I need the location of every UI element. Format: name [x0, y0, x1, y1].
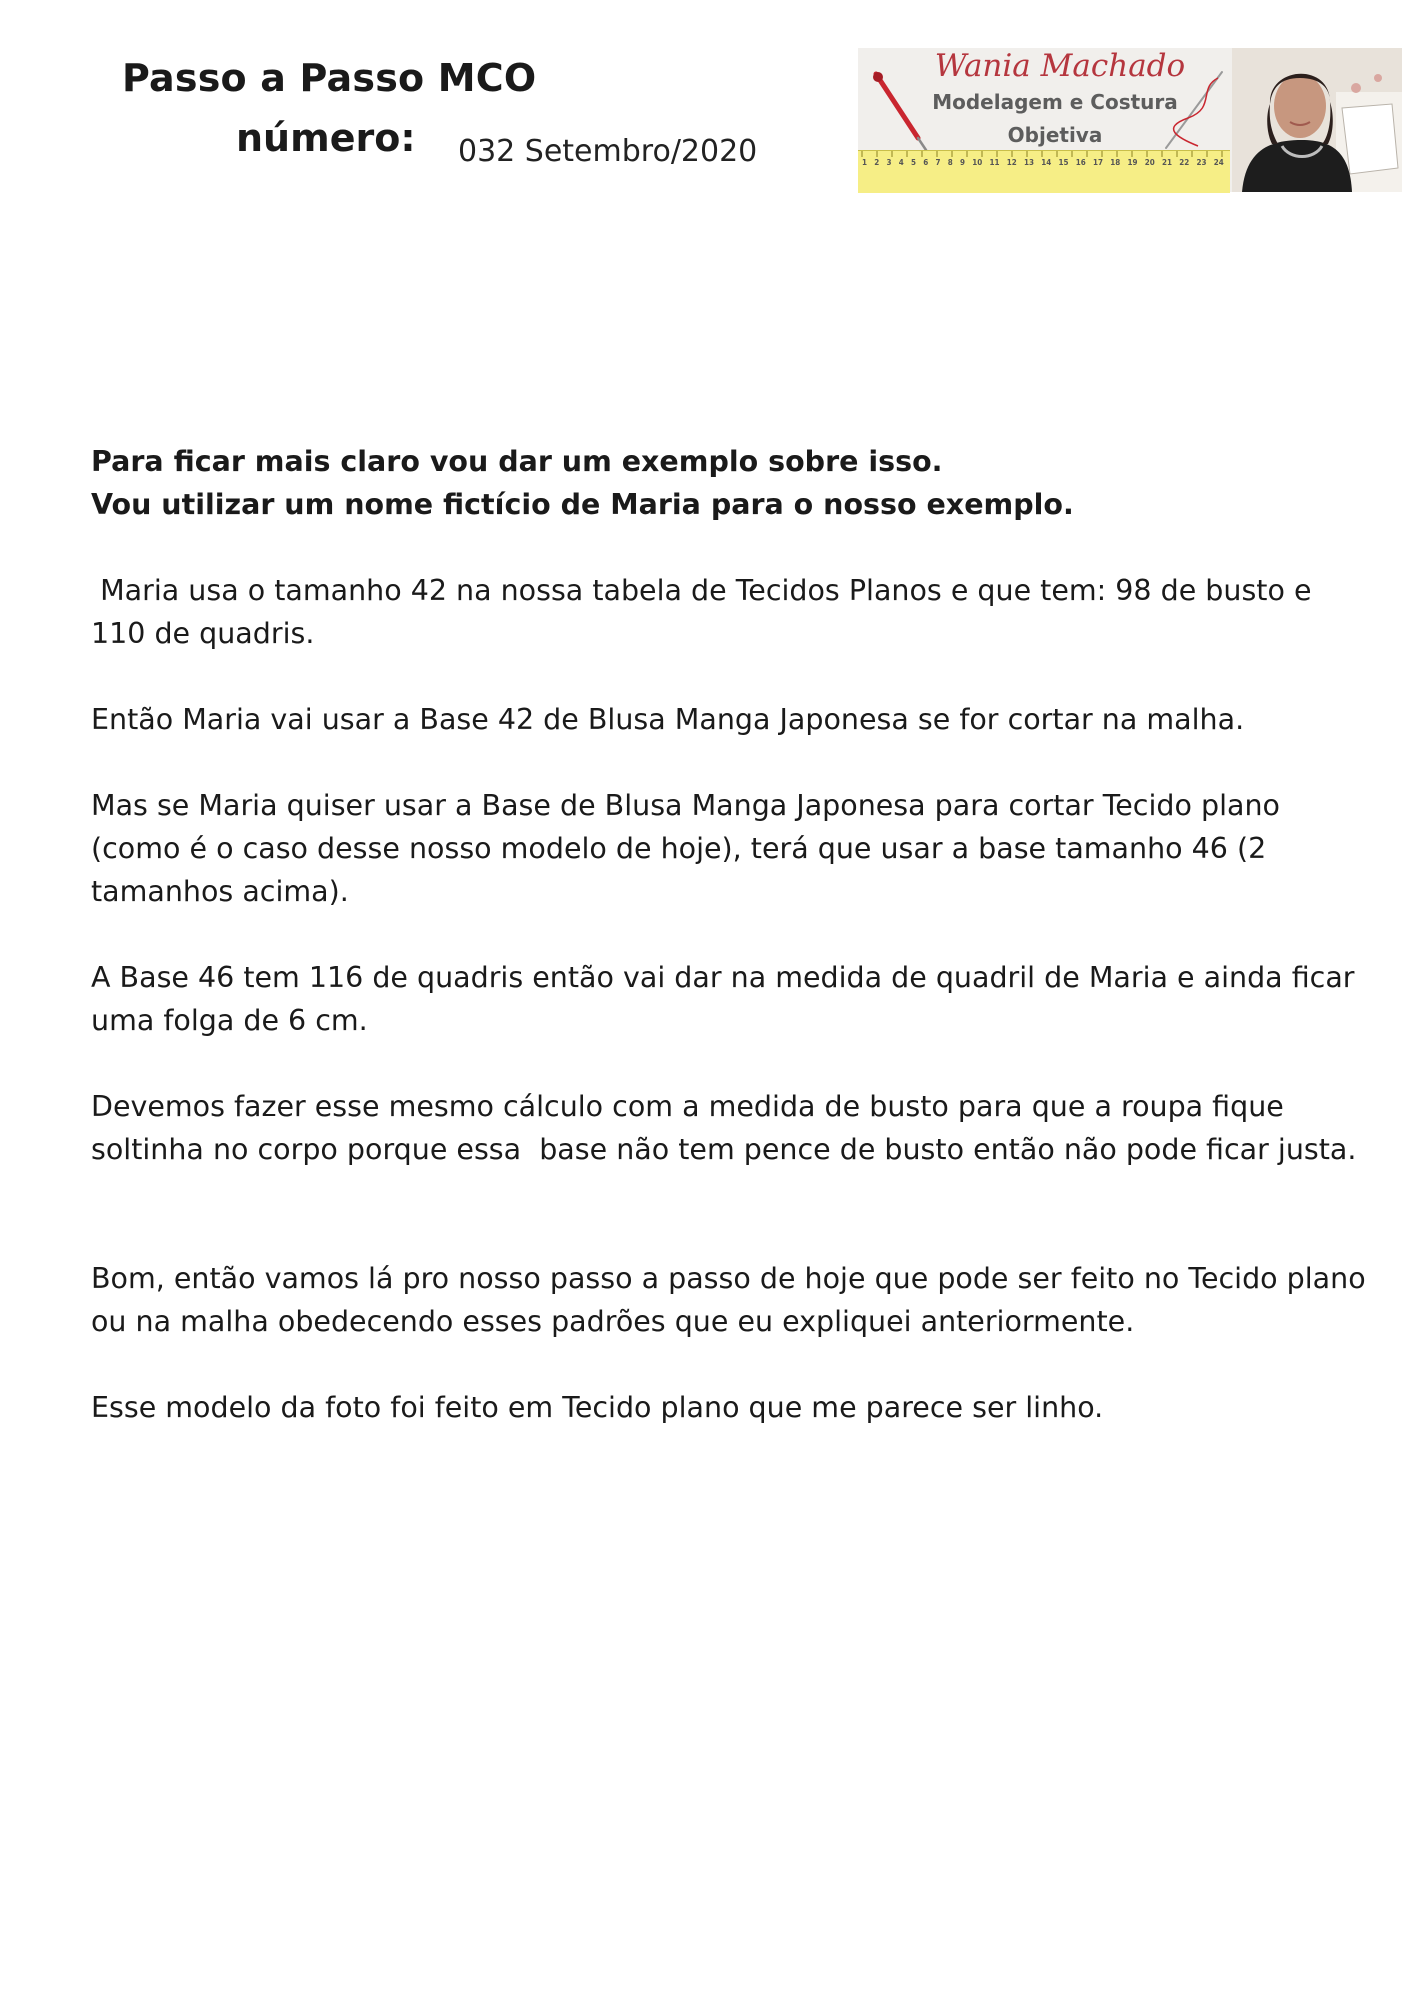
intro-paragraph	[91, 440, 1371, 526]
paragraph-1: Maria usa o tamanho 42 na nossa tabela de Tecidos Planos e que tem: 98 de busto e 110 de quadris.	[91, 574, 1321, 650]
logo-script-name: Wania Machado	[934, 48, 1186, 84]
document-body	[91, 440, 1371, 1472]
brand-logo	[858, 48, 1402, 192]
issue-date: 032 Setembro/2020	[458, 134, 758, 169]
paragraph-6: Bom, então vamos lá pro nosso passo a passo de hoje que pode ser feito no Tecido plano ou na malha obedecendo esses padrões que eu expliquei anteriormente.	[91, 1262, 1366, 1338]
numero-label: número:	[236, 116, 416, 160]
measuring-tape	[858, 150, 1230, 193]
document-title: Passo a Passo MCO	[122, 56, 537, 100]
paragraph-5: Devemos fazer esse mesmo cálculo com a medida de busto para que a roupa fique soltinha no corpo porque essa base não tem pence de busto então não pode ficar justa.	[91, 1090, 1357, 1166]
author-photo	[1232, 48, 1402, 192]
paragraph-7: Esse modelo da foto foi feito em Tecido plano que me parece ser linho.	[91, 1391, 1104, 1424]
needle-thread-icon	[1158, 68, 1228, 152]
intro-line-2: Vou utilizar um nome fictício de Maria para o nosso exemplo.	[91, 488, 1074, 521]
paragraph-2: Então Maria vai usar a Base 42 de Blusa Manga Japonesa se for cortar na malha.	[91, 703, 1245, 736]
paragraph-3: Mas se Maria quiser usar a Base de Blusa Manga Japonesa para cortar Tecido plano (como é o caso desse nosso modelo de hoje), terá que usar a base tamanho 46 (2 tamanhos acima).	[91, 789, 1280, 908]
seam-ripper-icon	[870, 70, 930, 154]
ruler-numbers: 1 2 3 4 5 6 7 8 9 10 11 12 13 14 15 16 17 18 19 20 21 22 23 24	[862, 158, 1224, 167]
paragraph-4: A Base 46 tem 116 de quadris então vai dar na medida de quadril de Maria e ainda ficar uma folga de 6 cm.	[91, 961, 1355, 1037]
logo-line-1: Modelagem e Costura	[932, 90, 1178, 114]
logo-line-2: Objetiva	[1007, 123, 1103, 147]
intro-line-1: Para ficar mais claro vou dar um exemplo sobre isso.	[91, 445, 943, 478]
